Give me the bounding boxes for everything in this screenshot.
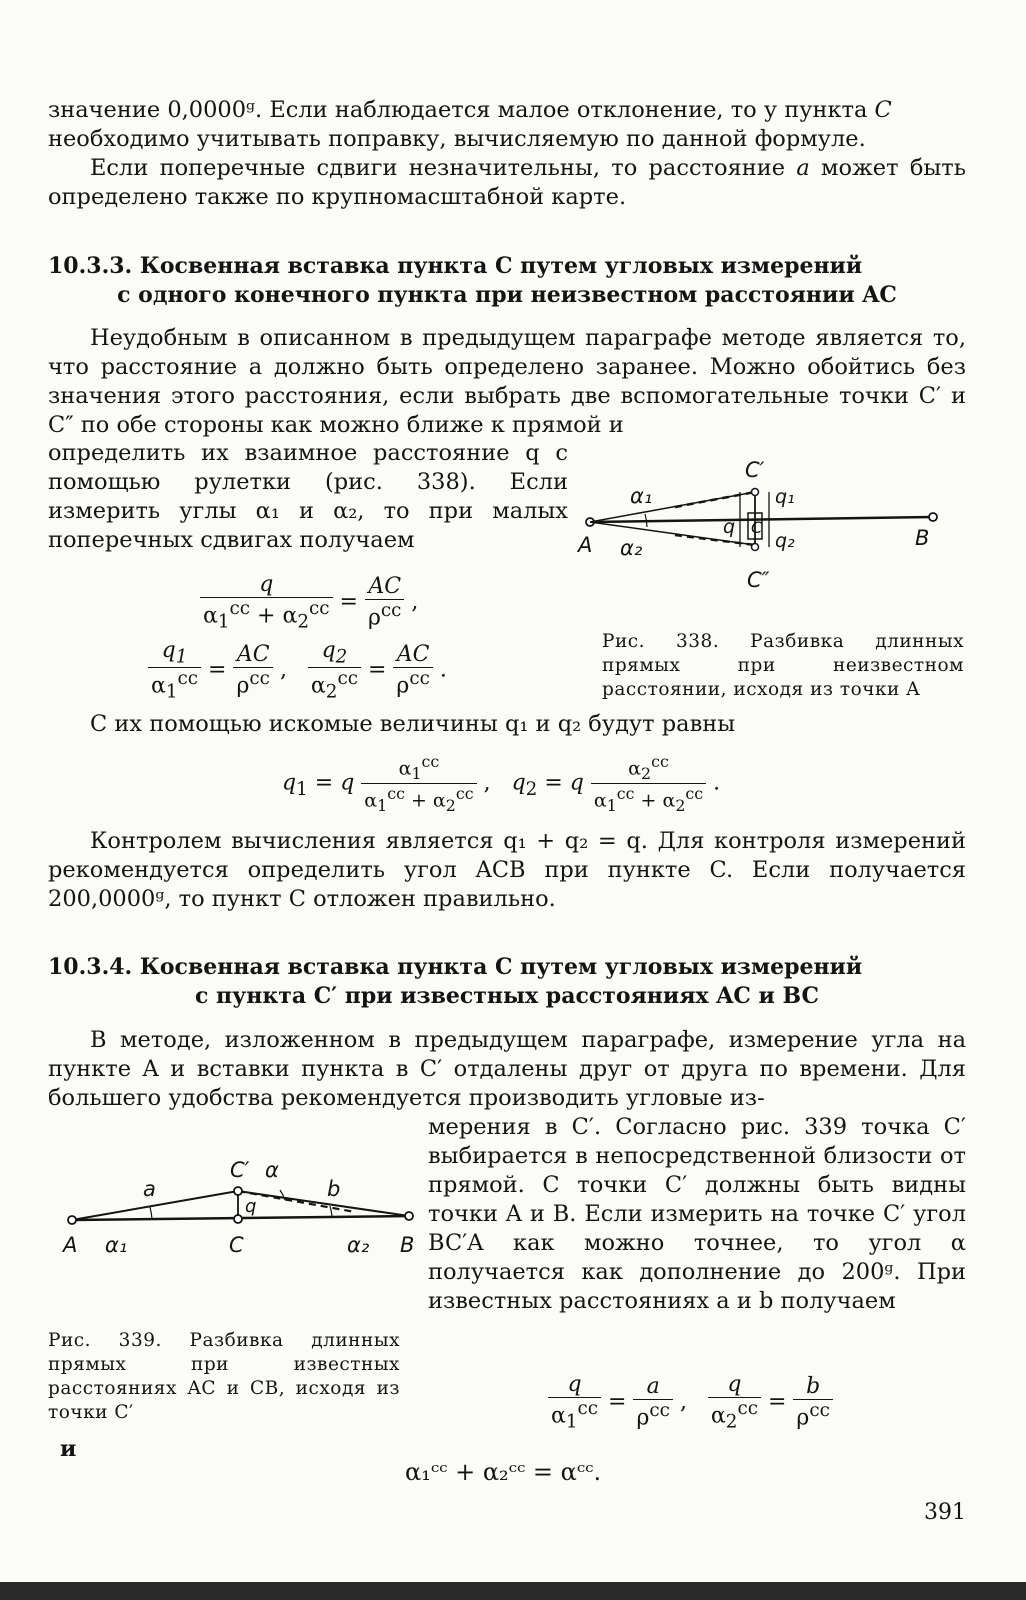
- formula-q1-q2: $q_1 = q$ $\frac{\alpha_1^{cc}}{\alpha_1^{cc} + \alpha_2^{cc}}$ , $q_2 = q$ $\frac{\alpha_2^{cc}}{\alpha_1^{cc} + \alpha_2^{cc}}$ .: [282, 752, 721, 816]
- fig338-label-q: q: [723, 516, 736, 538]
- figure-338: [575, 455, 965, 590]
- fig339-label-b: b: [327, 1177, 341, 1201]
- fig338-label-alpha2: α₂: [620, 536, 643, 560]
- fig339-label-q: q: [245, 1196, 257, 1217]
- paragraph-small-shifts: [48, 154, 966, 212]
- fig339-label-a: a: [143, 1177, 156, 1201]
- fig338-label-C-prime: C′: [745, 458, 765, 482]
- fig338-label-alpha1: α₁: [630, 484, 653, 508]
- paragraph-measure-angles: определить их взаимное расстояние q с помощью рулетки (рис. 338). Если измерить углы α₁ и α₂, то при малых поперечных сдвигах получаем: [48, 440, 568, 553]
- section-heading-10-3-3: [48, 252, 966, 310]
- fig339-label-B: B: [400, 1233, 415, 1257]
- fig338-label-C-mid: C: [751, 518, 763, 537]
- fig339-label-C: C: [229, 1233, 244, 1257]
- figure-338-caption: Рис. 338. Разбивка длинных прямых при неизвестном расстоянии, исходя из точки A: [602, 631, 964, 700]
- intro-line-2: необходимо учитывать поправку, вычисляемую по данной формуле.: [48, 126, 866, 152]
- section-title-10-3-3-line1: 10.3.3. Косвенная вставка пункта C путем угловых измерений: [48, 253, 863, 279]
- formula-alpha-sum: α₁ᶜᶜ + α₂ᶜᶜ = αᶜᶜ.: [405, 1458, 602, 1486]
- para2-var: a: [796, 155, 810, 181]
- paragraph-control: Контролем вычисления является q₁ + q₂ = q. Для контроля измерений рекомендуется определить угол ACB при пункте C. Если получается 200,0000ᵍ, то пункт C отложен правильно.: [48, 828, 966, 912]
- fig339-label-alpha1: α₁: [105, 1233, 128, 1257]
- fig338-label-C-double: C″: [747, 568, 770, 590]
- fig338-label-q2: q₂: [775, 530, 795, 552]
- fig339-label-C-prime: C′: [230, 1158, 250, 1182]
- fig338-label-q1: q₁: [775, 486, 795, 508]
- section-title-10-3-4-line2: с пункта C′ при известных расстояниях AC и BC: [195, 983, 819, 1009]
- section-title-10-3-4-line1: 10.3.4. Косвенная вставка пункта C путем угловых измерений: [48, 954, 863, 980]
- fig338-label-B: B: [915, 526, 930, 550]
- formula-ab-ratio: $\frac{q}{\alpha_1^{cc}}$ = $\frac{a}{\rho^{cc}}$ , $\frac{q}{\alpha_2^{cc}}$ = $\frac{b}{\rho^{cc}}$: [548, 1372, 833, 1433]
- fig339-label-alpha2: α₂: [347, 1233, 370, 1257]
- fig339-label-alpha: α: [265, 1158, 279, 1182]
- intro-line-1: значение 0,0000ᵍ. Если наблюдается малое отклонение, то у пункта: [48, 97, 875, 123]
- paragraph-measure-at-C-prime: мерения в C′. Согласно рис. 339 точка C′ выбирается в непосредственной близости от прямой. С точки C′ должны быть видны точки A и B. Если измерить на точке C′ угол BC′A как можно точнее, то угол α получается как дополнение до 200ᵍ. При известных расстояниях a и b получаем: [428, 1114, 966, 1314]
- paragraph-method-time: В методе, изложенном в предыдущем параграфе, измерение угла на пункте A и вставки пункта в C′ отдалены друг от друга по времени. Для большего удобства рекомендуется производить угловые из-: [48, 1027, 966, 1111]
- paragraph-method-drawback: Неудобным в описанном в предыдущем параграфе методе является то, что расстояние a должно быть определено заранее. Можно обойтись без значения этого расстояния, если выбрать две вспомогательные точки C′ и C″ по обе стороны как можно ближе к прямой и: [48, 325, 966, 438]
- figure-339: [55, 1150, 425, 1265]
- fig339-label-A: A: [63, 1233, 78, 1257]
- scan-bottom-edge: [0, 1582, 1026, 1600]
- page-number: 391: [924, 1500, 966, 1525]
- formula-q-ratio: $\frac{q}{\alpha_1^{cc} + \alpha_2^{cc}}$ = $\frac{AC}{\rho^{cc}}$ ,: [200, 572, 418, 633]
- para2-part-a: Если поперечные сдвиги незначительны, то расстояние: [90, 155, 797, 181]
- figure-339-caption: Рис. 339. Разбивка длинных прямых при известных расстояниях AC и CB, исходя из точки C′: [48, 1330, 400, 1423]
- section-heading-10-3-4: [48, 953, 966, 1011]
- para2-part-b: может быть определено также по крупномасштабной карте.: [48, 155, 966, 210]
- paragraph-intro: [48, 96, 966, 154]
- intro-var-C: C: [874, 97, 892, 123]
- formula-q1-q2-ratio: $\frac{q_1}{\alpha_1^{cc}}$ = $\frac{AC}{\rho^{cc}}$ , $\frac{q_2}{\alpha_2^{cc}}$ = $\frac{AC}{\rho^{cc}}$ .: [148, 638, 447, 703]
- word-and: и: [60, 1436, 77, 1462]
- fig338-label-A: A: [578, 533, 593, 557]
- paragraph-q-values: С их помощью искомые величины q₁ и q₂ будут равны: [90, 711, 736, 737]
- section-title-10-3-3-line2: с одного конечного пункта при неизвестном расстоянии AC: [117, 282, 897, 308]
